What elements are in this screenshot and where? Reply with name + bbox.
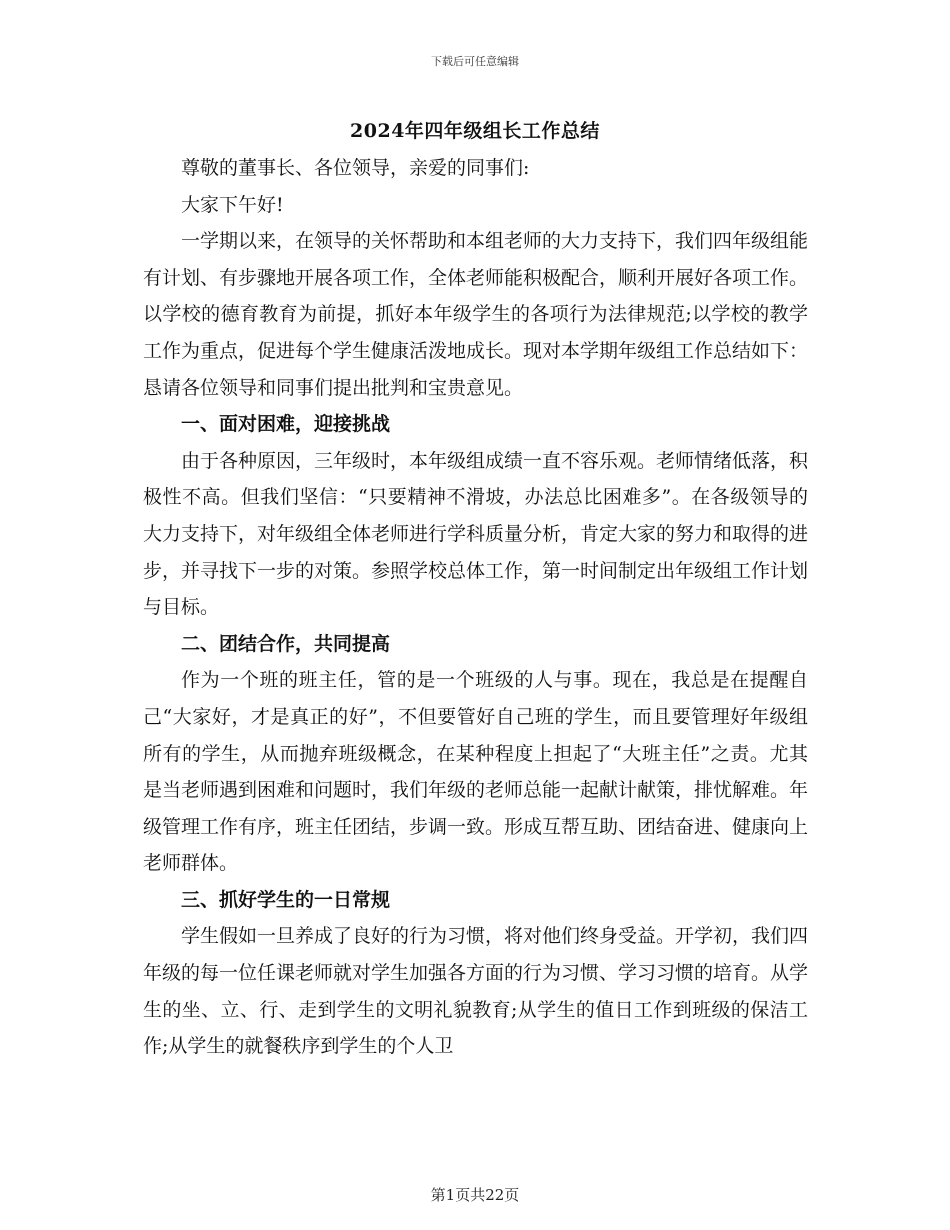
section-2-heading: 二、团结合作，共同提高 bbox=[181, 632, 391, 655]
section-2-paragraph: 作为一个班的班主任，管的是一个班级的人与事。现在，我总是在提醒自己“大家好，才是真正的好”，不但要管好自己班的学生，而且要管理好年级组所有的学生，从而抛弃班级概念，在某种程度上担起了“大班主任”之责。尤其是当老师遇到困难和问题时，我们年级的老师总能一起献计献策，排忧解难。年级管理工作有序，班主任团结，步调一致。形成互帮互助、团结奋进、健康向上老师群体。 bbox=[143, 669, 809, 875]
document-body bbox=[143, 150, 808, 1065]
page-header-note: 下载后可任意编辑 bbox=[431, 55, 519, 68]
page-number-footer: 第1页共22页 bbox=[430, 1186, 520, 1204]
section-1-paragraph: 由于各种原因，三年级时，本年级组成绩一直不容乐观。老师情绪低落，积极性不高。但我们坚信：“只要精神不滑坡，办法总比困难多”。在各级领导的大力支持下，对年级组全体老师进行学科质量分析，肯定大家的努力和取得的进步，并寻找下一步的对策。参照学校总体工作，第一时间制定出年级组工作计划与目标。 bbox=[143, 449, 809, 619]
hello-paragraph: 大家下午好! bbox=[181, 193, 284, 216]
section-1-heading: 一、面对困难，迎接挑战 bbox=[181, 413, 391, 436]
section-3-heading: 三、抓好学生的一日常规 bbox=[181, 888, 391, 911]
document-title: 2024年四年级组长工作总结 bbox=[350, 120, 600, 142]
section-3-paragraph: 学生假如一旦养成了良好的行为习惯，将对他们终身受益。开学初，我们四年级的每一位任课老师就对学生加强各方面的行为习惯、学习习惯的培育。从学生的坐、立、行、走到学生的文明礼貌教育;从学生的值日工作到班级的保洁工作;从学生的就餐秩序到学生的个人卫 bbox=[143, 925, 809, 1058]
intro-paragraph: 一学期以来，在领导的关怀帮助和本组老师的大力支持下，我们四年级组能有计划、有步骤地开展各项工作，全体老师能积极配合，顺利开展好各项工作。以学校的德育教育为前提，抓好本年级学生的各项行为法律规范;以学校的教学工作为重点，促进每个学生健康活泼地成长。现对本学期年级组工作总结如下：恳请各位领导和同事们提出批判和宝贵意见。 bbox=[143, 230, 809, 399]
greeting-paragraph: 尊敬的董事长、各位领导，亲爱的同事们: bbox=[181, 157, 530, 179]
